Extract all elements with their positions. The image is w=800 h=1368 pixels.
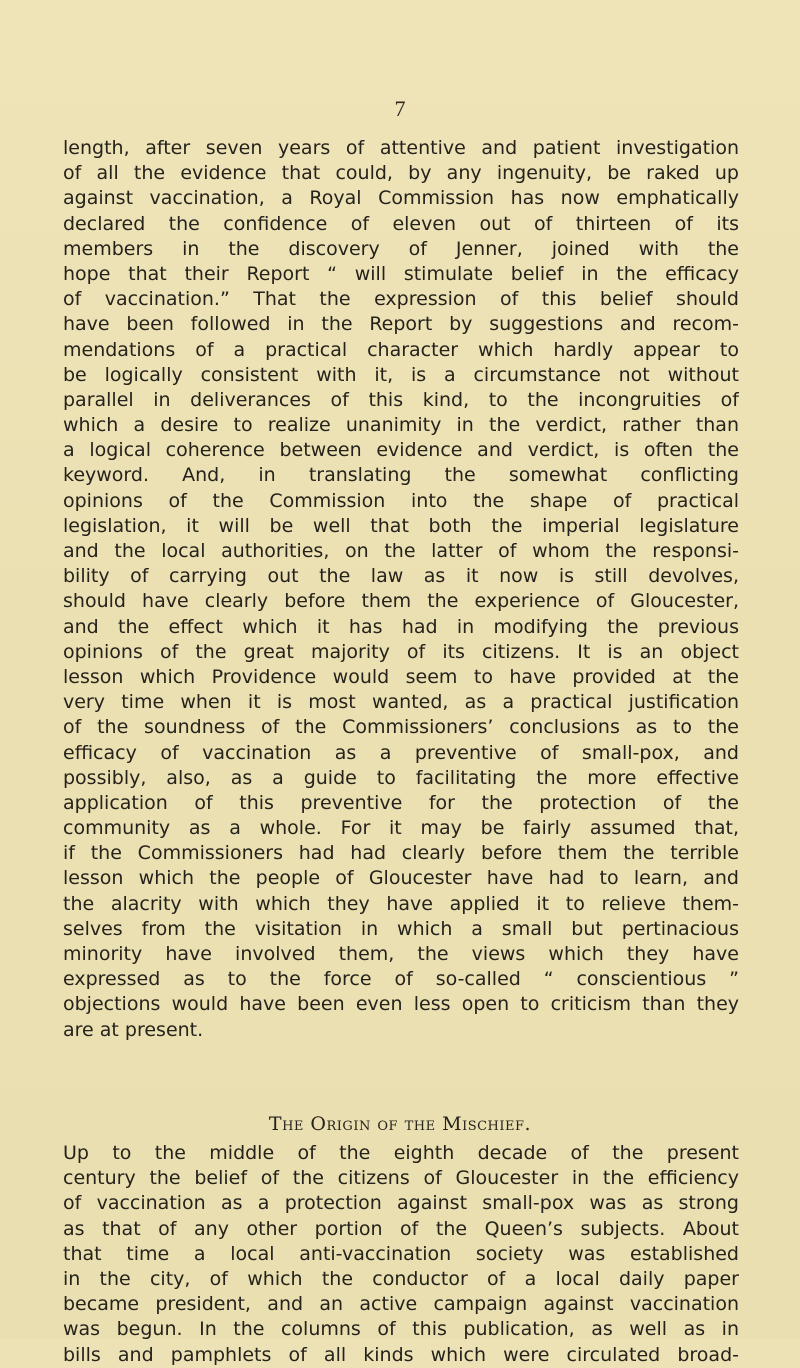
text-line: became president, and an active campaign against vaccination (63, 1293, 739, 1316)
text-line: opinions of the great majority of its citizens. It is an object (63, 640, 739, 663)
text-line: community as a whole. For it may be fairly assumed that, (63, 817, 739, 840)
text-line: members in the discovery of Jenner, joined with the (63, 237, 739, 260)
text-line: and the effect which it has had in modifying the previous (63, 615, 739, 638)
text-line: if the Commissioners had had clearly before them the terrible (63, 842, 739, 865)
paragraph-1 (63, 136, 739, 1043)
text-line: opinions of the Commission into the shape of practical (63, 489, 739, 512)
text-line: Up to the middle of the eighth decade of the present (63, 1142, 739, 1164)
text-line: have been followed in the Report by suggestions and recom- (63, 313, 739, 336)
section-heading: The Origin of the Mischief. (268, 1113, 532, 1135)
text-line: should have clearly before them the experience of Gloucester, (63, 590, 739, 613)
text-line: bility of carrying out the law as it now is still devolves, (63, 565, 739, 588)
text-line: be logically consistent with it, is a circumstance not without (63, 363, 739, 386)
text-line: which a desire to realize unanimity in the verdict, rather than (63, 414, 739, 437)
text-line: are at present. (63, 1018, 204, 1041)
text-line: a logical coherence between evidence and verdict, is often the (63, 439, 739, 462)
text-line: in the city, of which the conductor of a local daily paper (63, 1267, 739, 1290)
text-line: hope that their Report “ will stimulate belief in the efficacy (63, 262, 739, 285)
text-line: bills and pamphlets of all kinds which were circulated broad- (63, 1343, 739, 1366)
text-line: very time when it is most wanted, as a practical justification (63, 691, 739, 714)
text-line: length, after seven years of attentive and patient investigation (63, 137, 739, 159)
text-line: objections would have been even less open to criticism than they (63, 993, 739, 1016)
text-line: legislation, it will be well that both the imperial legislature (63, 514, 739, 537)
text-line: application of this preventive for the protection of the (63, 791, 739, 814)
text-line: minority have involved them, the views which they have (63, 943, 739, 965)
text-line: selves from the visitation in which a small but pertinacious (63, 917, 739, 940)
page-number: 7 (394, 96, 406, 121)
text-line: as that of any other portion of the Queen’s subjects. About (63, 1217, 739, 1240)
text-line: parallel in deliverances of this kind, to the incongruities of (63, 388, 739, 411)
paragraph-2 (63, 1141, 739, 1368)
text-line: lesson which the people of Gloucester have had to learn, and (63, 867, 739, 890)
text-line: century the belief of the citizens of Gloucester in the efficiency (63, 1167, 739, 1190)
text-line: of all the evidence that could, by any ingenuity, be raked up (63, 162, 739, 185)
text-line: lesson which Providence would seem to have provided at the (63, 665, 739, 688)
text-line: that time a local anti-vaccination society was established (63, 1242, 739, 1265)
text-line: of vaccination as a protection against small-pox was as strong (63, 1192, 739, 1215)
text-line: expressed as to the force of so-called “ conscientious ” (63, 968, 739, 991)
text-line: of vaccination.” That the expression of this belief should (63, 288, 739, 311)
text-line: possibly, also, as a guide to facilitating the more effective (63, 766, 739, 789)
text-line: mendations of a practical character which hardly appear to (63, 338, 739, 361)
text-line: and the local authorities, on the latter of whom the responsi- (63, 540, 739, 562)
text-line: against vaccination, a Royal Commission has now emphatically (63, 187, 739, 210)
text-line: declared the confidence of eleven out of thirteen of its (63, 212, 739, 235)
text-line: keyword. And, in translating the somewhat conflicting (63, 464, 739, 487)
text-line: the alacrity with which they have applied it to relieve them- (63, 892, 739, 915)
text-line: of the soundness of the Commissioners’ conclusions as to the (63, 716, 739, 739)
text-line: efficacy of vaccination as a preventive of small-pox, and (63, 741, 739, 764)
text-line: was begun. In the columns of this publication, as well as in (63, 1318, 739, 1341)
